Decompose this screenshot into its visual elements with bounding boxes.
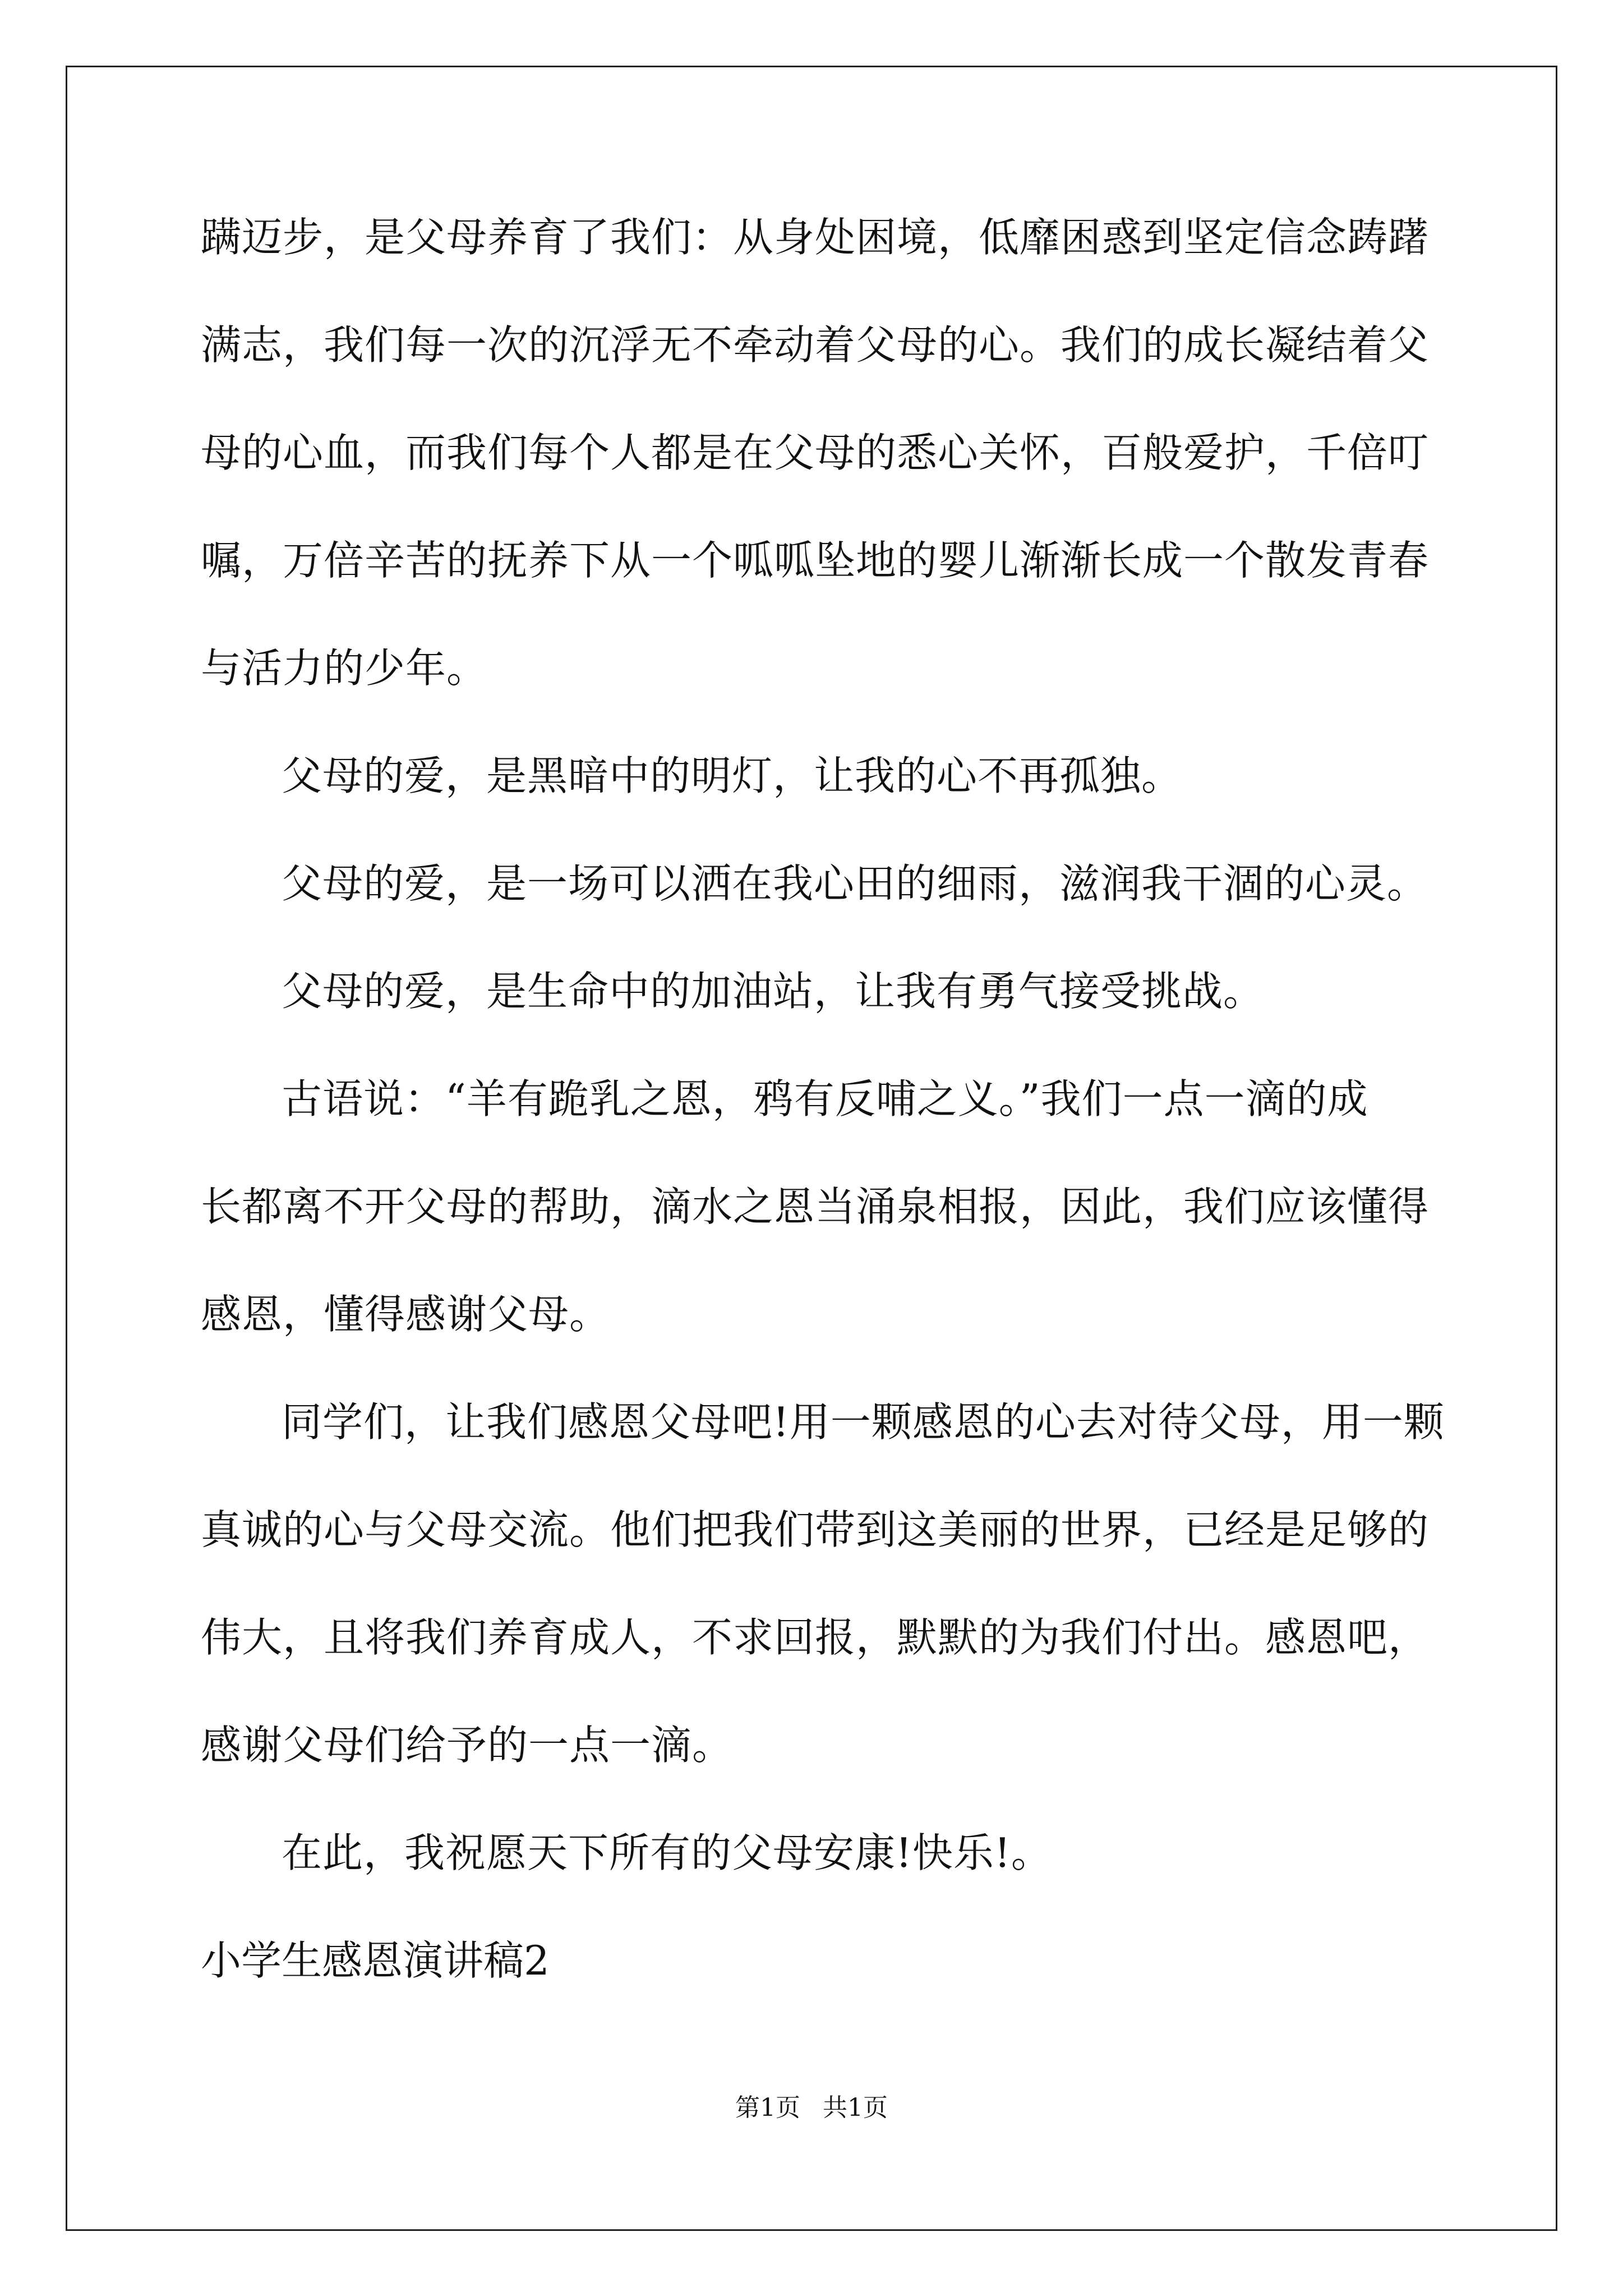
document-body	[201, 210, 1445, 1987]
text-line: 在此，我祝愿天下所有的父母安康!快乐!。	[282, 1829, 1052, 1876]
text-line: 蹒迈步，是父母养育了我们：从身处困境，低靡困惑到坚定信念踌躇	[201, 214, 1430, 261]
text-line: 同学们，让我们感恩父母吧!用一颗感恩的心去对待父母，用一颗	[282, 1398, 1445, 1446]
text-line: 嘱，万倍辛苦的抚养下从一个呱呱坠地的婴儿渐渐长成一个散发青春	[201, 537, 1430, 584]
text-line: 伟大，且将我们养育成人，不求回报，默默的为我们付出。感恩吧，	[201, 1614, 1430, 1661]
text-line: 父母的爱，是生命中的加油站，让我有勇气接受挑战。	[282, 968, 1265, 1015]
text-line: 感恩，懂得感谢父母。	[201, 1291, 611, 1338]
page-total: 共1页	[823, 2093, 888, 2122]
text-line: 父母的爱，是一场可以洒在我心田的细雨，滋润我干涸的心灵。	[282, 860, 1428, 907]
text-line: 长都离不开父母的帮助，滴水之恩当涌泉相报，因此，我们应该懂得	[201, 1183, 1430, 1230]
text-line: 古语说：“羊有跪乳之恩，鸦有反哺之义。”我们一点一滴的成	[282, 1075, 1368, 1122]
text-line: 真诚的心与父母交流。他们把我们带到这美丽的世界，已经是足够的	[201, 1506, 1430, 1553]
text-line: 母的心血，而我们每个人都是在父母的悉心关怀，百般爱护，千倍叮	[201, 429, 1430, 476]
text-line: 满志，我们每一次的沉浮无不牵动着父母的心。我们的成长凝结着父	[201, 321, 1430, 369]
section-heading: 小学生感恩演讲稿2	[201, 1937, 550, 1984]
page-number: 第1页	[735, 2093, 800, 2122]
text-line: 父母的爱，是黑暗中的明灯，让我的心不再孤独。	[282, 752, 1183, 799]
text-line: 与活力的少年。	[201, 645, 488, 692]
text-line: 感谢父母们给予的一点一滴。	[201, 1722, 734, 1769]
page-footer	[0, 2091, 1623, 2125]
